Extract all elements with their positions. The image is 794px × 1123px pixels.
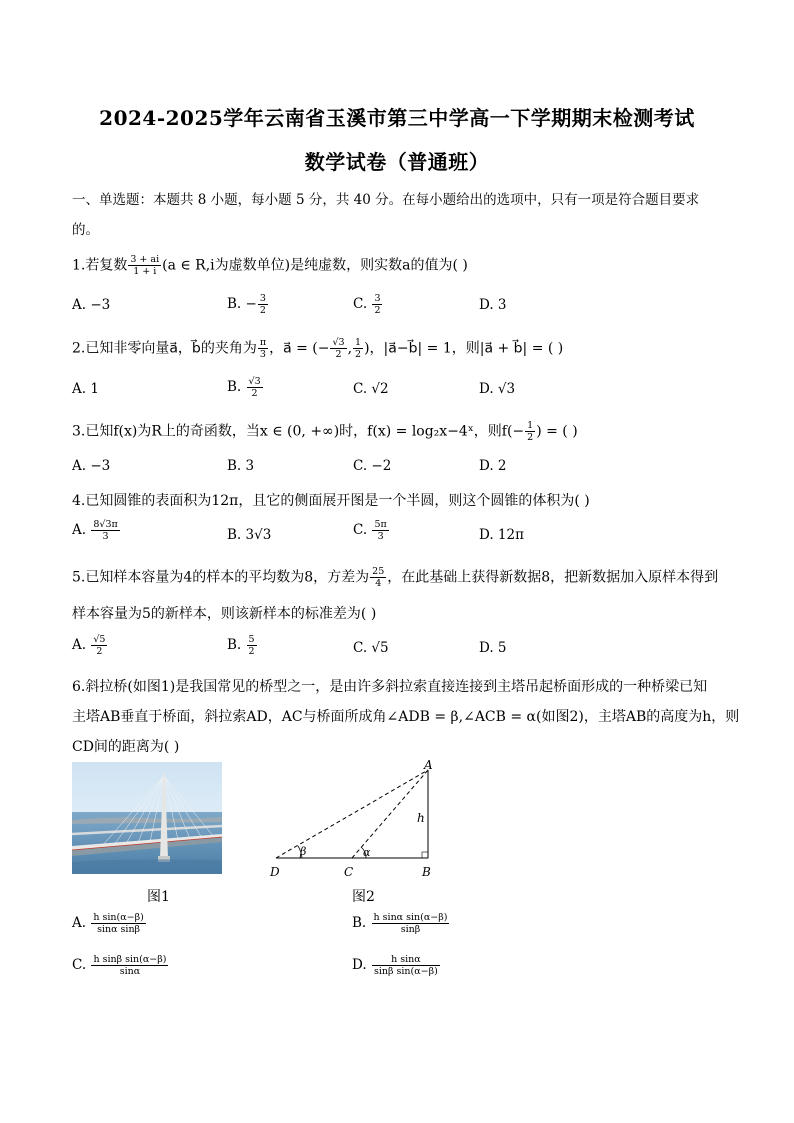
q1-option-b	[227, 293, 269, 316]
q6-option-b	[352, 912, 450, 935]
q1-option-c	[353, 293, 383, 316]
label-h: h	[417, 811, 425, 825]
q2-comma: ,	[347, 340, 353, 357]
q4-option-a-label: A.	[72, 522, 91, 538]
q2-angle-den: 3	[259, 349, 266, 360]
q5-option-a	[72, 634, 108, 657]
q2-b-den: 2	[251, 388, 258, 399]
q1-option-d: D. 3	[479, 297, 507, 313]
label-c: C	[344, 865, 354, 879]
q2-b-num: √3	[248, 376, 261, 387]
cable-ad	[276, 770, 428, 858]
q6-b-num: h sinα sin(α−β)	[373, 912, 448, 923]
q6-option-a-label: A.	[72, 915, 91, 931]
question-5-line2: 样本容量为5的新样本，则该新样本的标准差为( )	[72, 606, 377, 622]
q5-a-den: 2	[96, 646, 103, 657]
q6-a-num: h sin(α−β)	[93, 912, 144, 923]
q3-frac-den: 2	[527, 432, 534, 443]
q1-frac-den: 1 + i	[133, 266, 157, 277]
figure-1-caption: 图1	[147, 889, 170, 905]
section-instruction-line2: 的。	[72, 222, 99, 238]
triangle-diagram	[262, 758, 452, 880]
q5-a-num: √5	[93, 634, 106, 645]
q2-angle-num: π	[259, 337, 267, 348]
q2-option-c: C. √2	[353, 381, 389, 397]
q2-option-d: D. √3	[479, 381, 516, 397]
figure-2-caption: 图2	[352, 889, 375, 905]
label-b: B	[422, 865, 431, 879]
q3-option-d: D. 2	[479, 458, 507, 474]
question-5-line1	[72, 566, 718, 589]
exam-subtitle: 数学试卷（普通班）	[304, 150, 490, 174]
q4-option-a	[72, 519, 121, 542]
triangle-figure	[262, 758, 452, 880]
q5-option-c: C. √5	[353, 640, 389, 656]
question-3	[72, 420, 578, 443]
question-6-line3: CD间的距离为( )	[72, 739, 180, 755]
q5-b-den: 2	[248, 646, 255, 657]
q3-frac-num: 1	[527, 420, 534, 431]
q1-option-b-label: B. −	[227, 296, 257, 312]
q1-suffix: (a ∈ R,i为虚数单位)是纯虚数，则实数a的值为( )	[162, 257, 468, 274]
label-a: A	[424, 758, 433, 772]
q6-b-den: sinβ	[400, 924, 421, 935]
q4-option-c-label: C.	[353, 522, 372, 538]
q2-vec-num2: 1	[355, 337, 362, 348]
q2-prefix: 2.已知非零向量a⃗，b⃗的夹角为	[72, 340, 257, 357]
question-1	[72, 254, 468, 277]
q6-option-d	[352, 954, 441, 977]
q1-option-c-label: C.	[353, 296, 372, 312]
question-2	[72, 337, 563, 360]
q5-option-d: D. 5	[479, 640, 507, 656]
q5-suffix: ，在此基础上获得新数据8，把新数据加入原样本得到	[387, 569, 719, 586]
question-6-line2: 主塔AB垂直于桥面，斜拉索AD，AC与桥面所成角∠ADB = β,∠ACB = α(如图2)，主塔AB的高度为h，则	[72, 709, 740, 725]
right-angle-mark	[422, 852, 428, 858]
q5-option-a-label: A.	[72, 637, 91, 653]
q4-a-num: 8√3π	[93, 519, 118, 530]
q4-option-d: D. 12π	[479, 527, 524, 543]
q5-b-num: 5	[248, 634, 255, 645]
q6-option-c-label: C.	[72, 957, 91, 973]
q4-option-c	[353, 519, 390, 542]
bridge-photo	[72, 762, 222, 874]
q2-mid2: )，|a⃗−b⃗| = 1，则|a⃗ + b⃗| = ( )	[364, 340, 564, 357]
q6-a-den: sinα sinβ	[97, 924, 141, 935]
label-alpha: α	[363, 846, 371, 859]
q1-b-num: 3	[259, 293, 266, 304]
q6-d-den: sinβ sin(α−β)	[373, 966, 438, 977]
q1-b-den: 2	[259, 305, 266, 316]
q5-prefix: 5.已知样本容量为4的样本的平均数为8，方差为	[72, 569, 370, 586]
q6-c-num: h sinβ sin(α−β)	[93, 954, 167, 965]
q4-a-den: 3	[102, 531, 109, 542]
q1-c-num: 3	[374, 293, 381, 304]
q2-vec-den1: 2	[335, 349, 342, 360]
q6-option-c	[72, 954, 169, 977]
q4-c-num: 5π	[374, 519, 387, 530]
question-6-line1: 6.斜拉桥(如图1)是我国常见的桥型之一，是由许多斜拉索直接连接到主塔吊起桥面形成的一种桥梁已知	[72, 679, 708, 695]
q2-vec-den2: 2	[355, 349, 362, 360]
q2-option-a: A. 1	[72, 381, 99, 397]
q2-vec-num1: √3	[332, 337, 345, 348]
q3-option-a: A. −3	[72, 458, 111, 474]
q1-prefix: 1.若复数	[72, 257, 128, 274]
exam-title: 2024-2025学年云南省玉溪市第三中学高一下学期期末检测考试	[99, 106, 695, 130]
q5-option-b-label: B.	[227, 637, 246, 653]
q6-option-a	[72, 912, 147, 935]
q4-option-b: B. 3√3	[227, 527, 272, 543]
q3-option-b: B. 3	[227, 458, 255, 474]
q2-option-b-label: B.	[227, 379, 246, 395]
q1-fraction	[128, 254, 161, 277]
q2-option-b	[227, 376, 264, 399]
q6-option-d-label: D.	[352, 957, 371, 973]
q1-frac-num: 3 + ai	[130, 254, 160, 265]
q2-mid1: ，a⃗ = (−	[269, 340, 330, 357]
q3-option-c: C. −2	[353, 458, 392, 474]
q3-prefix: 3.已知f(x)为R上的奇函数，当x ∈ (0, +∞)时，f(x) = log₂x−4ˣ，则f(−	[72, 423, 525, 440]
q5-frac-num: 25	[372, 566, 385, 577]
section-instruction-line1: 一、单选题：本题共 8 小题，每小题 5 分，共 40 分。在每小题给出的选项中，只有一项是符合题目要求	[72, 192, 700, 208]
question-4: 4.已知圆锥的表面积为12π，且它的侧面展开图是一个半圆，则这个圆锥的体积为( )	[72, 493, 590, 509]
label-beta: β	[300, 845, 307, 858]
q1-option-a: A. −3	[72, 297, 111, 313]
q6-c-den: sinα	[119, 966, 141, 977]
q5-frac-den: 4	[375, 578, 382, 589]
q5-option-b	[227, 634, 258, 657]
cable-stayed-bridge-image	[72, 762, 222, 874]
q6-option-b-label: B.	[352, 915, 371, 931]
q3-suffix: ) = ( )	[536, 423, 578, 440]
label-d: D	[270, 865, 280, 879]
q6-d-num: h sinα	[372, 954, 440, 966]
q1-c-den: 2	[374, 305, 381, 316]
q4-c-den: 3	[377, 531, 384, 542]
